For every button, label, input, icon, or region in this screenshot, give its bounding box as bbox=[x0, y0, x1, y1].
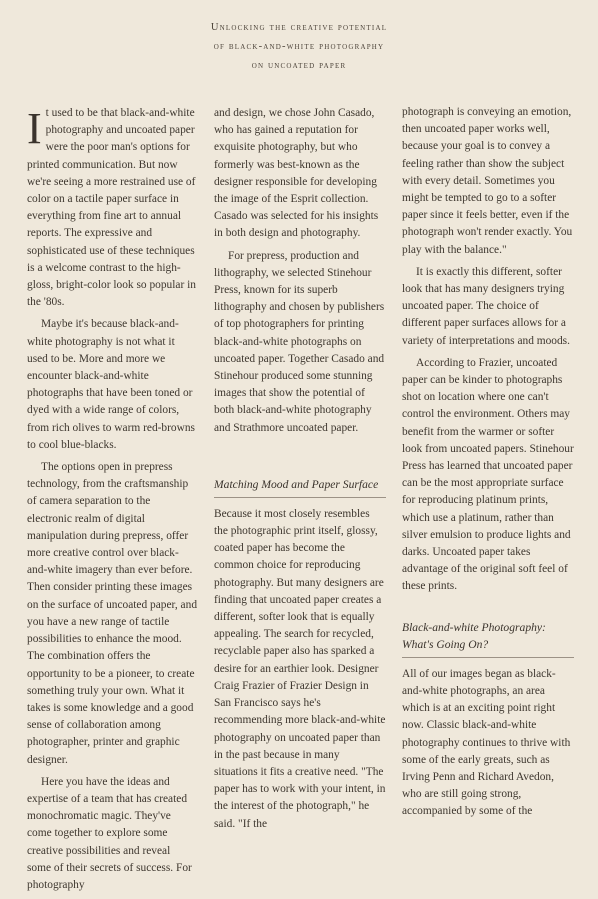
spacer bbox=[402, 601, 574, 619]
paragraph: Because it most closely resembles the photographic print itself, glossy, coated paper has become the common choice for reproducing photography. But many designers are finding that uncoated paper creates a different, softer look that is equally appealing. The search for recycled, recyclable paper also has sparked a desire for an earthier look. Designer Craig Frazier of Frazier Design in San Francisco says he's recommending more black-and-white photography on uncoated paper than in the past because in many situations it fits a creative need. "The paper has to work with your intent, in the interest of the photograph," he said. "If the bbox=[214, 507, 386, 830]
drop-cap: I bbox=[27, 104, 42, 153]
title-line-2: of black-and-white photography bbox=[213, 41, 385, 52]
paragraph: The options open in prepress technology, from the craftsmanship of camera separation to the electronic realm of digital manipulation during prepress, offer more creative control over black-and-white imagery than ever before. Then consider printing these images on the surface of uncoated paper, and you have a new range of tactile possibilities to enhance the mood. The combination offers the opportunity to be a pioneer, to create something truly your own. What it takes is some knowledge and a good sense of collaboration among photographer, printer and graphic designer. bbox=[27, 461, 198, 766]
paragraph-text: t used to be that black-and-white photography and uncoated paper were the poor man's options for printed communication. But now we're seeing a more restrained use of color on a tactile paper surface in everything from fine art to annual reports. The expressive and sophisticated use of these techniques is a welcome contrast to the high-gloss, bright-color look so popular in the '80s. bbox=[27, 107, 196, 309]
column-1 bbox=[27, 105, 197, 899]
column-3 bbox=[402, 104, 574, 826]
section-heading: Matching Mood and Paper Surface bbox=[214, 476, 386, 498]
paragraph: According to Frazier, uncoated paper can be kinder to photographs shot on location where one can't control the environment. Others may benefit from the warmer or softer look from uncoated papers. Stinehour Press has learned that uncoated paper can be the most appropriate surface for reproducing platinum prints, which use a platinum, rather than silver emulsion to produce lights and darks. Uncoated paper takes advantage of the original soft feel of these prints. bbox=[402, 356, 574, 593]
paragraph: For prepress, production and lithography, we selected Stinehour Press, known for its superb lithography and chosen by publishers of top photographers for printing black-and-white photographs on uncoated paper. Together Casado and Stinehour produced some stunning images that show the potential of both black-and-white photography and Strathmore uncoated paper. bbox=[214, 249, 385, 434]
heading-line-2: What's Going On? bbox=[402, 637, 489, 651]
paragraph: It is exactly this different, softer look that has many designers trying uncoated paper. The choice of different paper surfaces allows for a variety of interpretations and moods. bbox=[402, 265, 570, 347]
paragraph: and design, we chose John Casado, who has gained a reputation for exquisite photography, but who formerly was best-known as the designer responsible for developing the image of the Esprit collection. Casado was selected for his insights in both design and photography. bbox=[214, 107, 379, 240]
heading-line-1: Black-and-white Photography: bbox=[402, 620, 546, 634]
paragraph: Here you have the ideas and expertise of a team that has created monochromatic magic. They've come together to explore some creative possibilities and reveal some of their secrets of success. For photography bbox=[27, 775, 192, 891]
paragraph: Maybe it's because black-and-white photography is not what it used to be. More and more we encounter black-and-white photographs that have been toned or dyed with a wide range of colors, from rich olives to warm red-browns to cool blue-blacks. bbox=[27, 318, 195, 451]
title-line-1: Unlocking the creative potential bbox=[210, 22, 388, 33]
page-title bbox=[0, 18, 598, 75]
title-line-3: on uncoated paper bbox=[251, 60, 347, 71]
paragraph: All of our images began as black-and-white photographs, an area which is at an exciting point right now. Classic black-and-white photography continues to thrive with some of the early greats, such as Irving Penn and Richard Avedon, who are still going strong, accompanied by some of the bbox=[402, 667, 571, 818]
section-heading bbox=[402, 619, 574, 658]
column-2 bbox=[214, 105, 386, 838]
paragraph: photograph is conveying an emotion, then uncoated paper works well, because your goal is to convey a feeling rather than show the subject with every detail. Sometimes you might be tempted to go to a softer paper since it feels better, even if the photograph won't render exactly. You play with the balance." bbox=[402, 106, 573, 256]
spacer bbox=[214, 442, 386, 476]
paragraph bbox=[27, 105, 197, 311]
